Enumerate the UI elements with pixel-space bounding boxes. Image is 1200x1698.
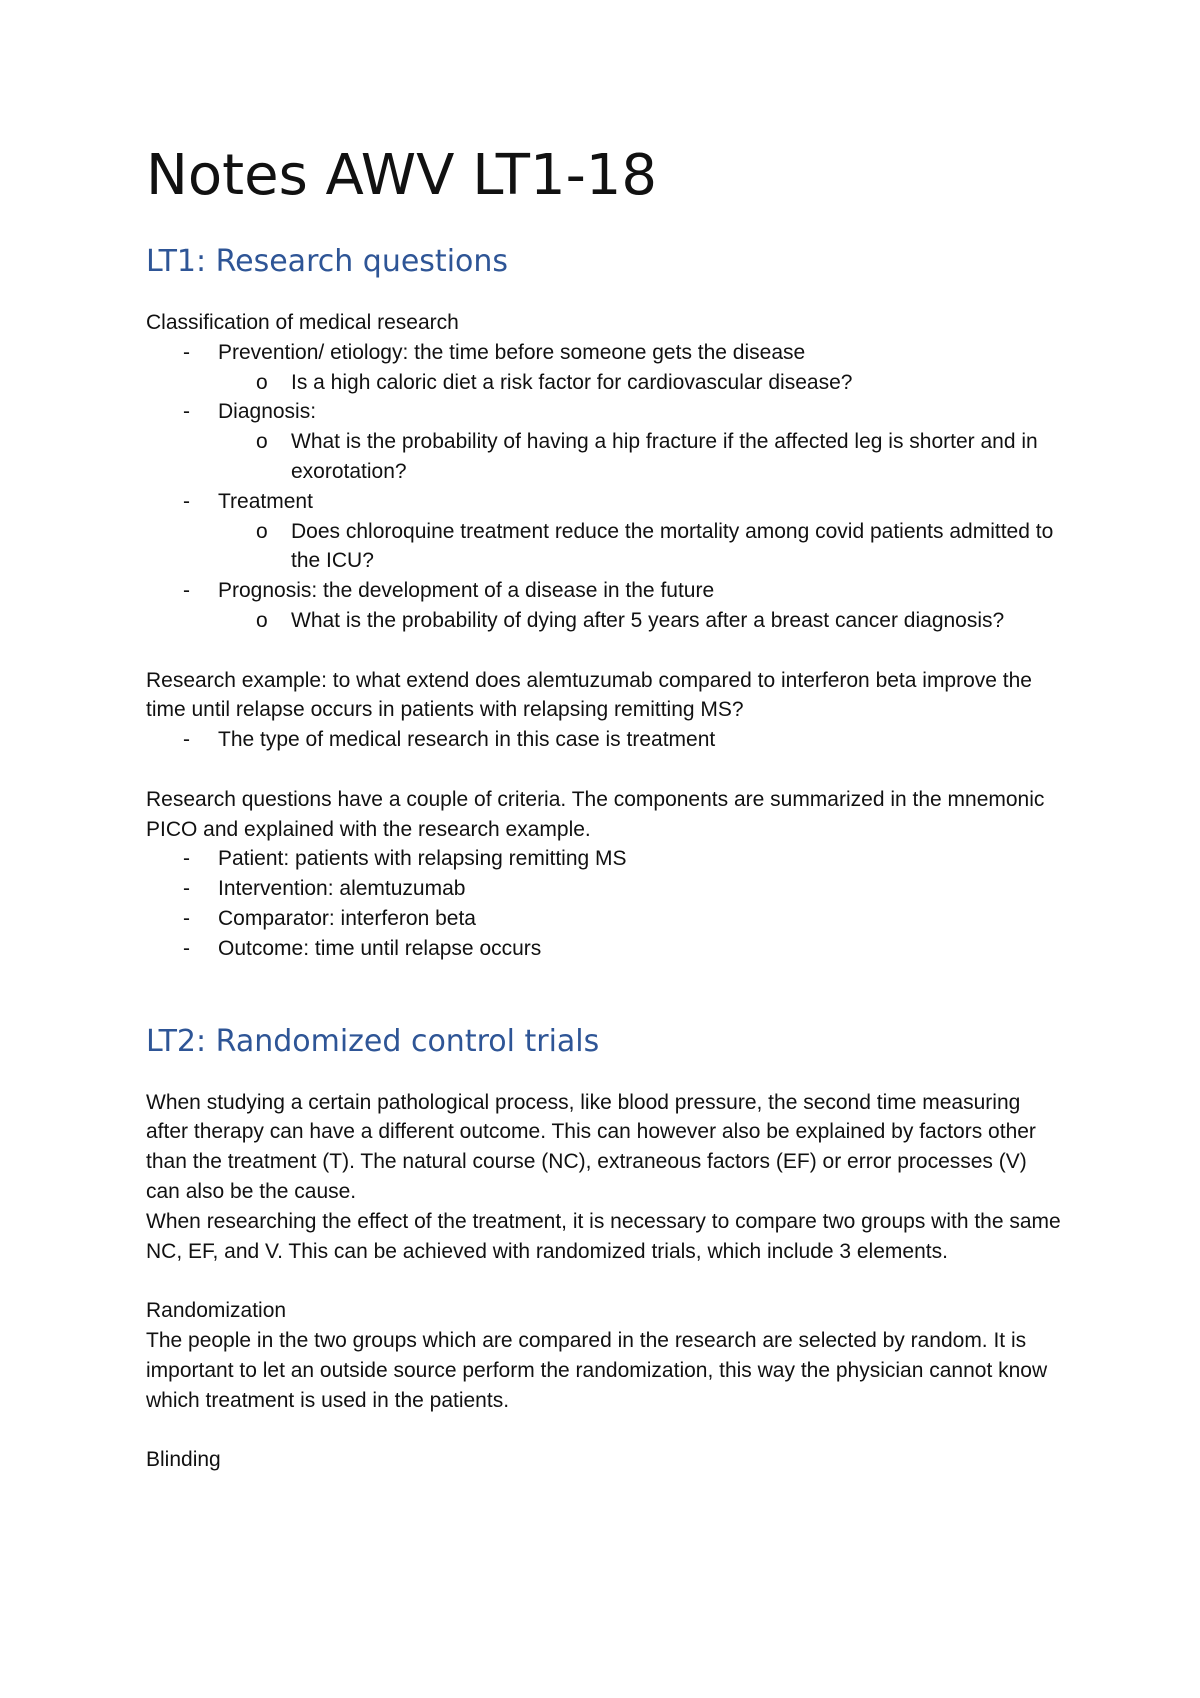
list-item xyxy=(146,576,1066,606)
circle-bullet: o xyxy=(256,430,268,454)
list-item xyxy=(146,338,1066,368)
pico-item: Outcome: time until relapse occurs xyxy=(218,936,542,960)
dash-bullet: - xyxy=(183,936,190,960)
lt2-intro-1: When studying a certain pathological process, like blood pressure, the second time measuring after therapy can have a different outcome. This can however also be explained by factors other than the treatment (T). The natural course (NC), extraneous factors (EF) or error processes (V) can also be the cause. xyxy=(146,1090,1036,1203)
dash-bullet: - xyxy=(183,877,190,901)
category-example: What is the probability of having a hip fracture if the affected leg is shorter and in exorotation? xyxy=(291,430,1038,483)
list-item xyxy=(146,606,1066,636)
randomization-text: The people in the two groups which are compared in the research are selected by random. It is important to let an outside source perform the randomization, this way the physician cannot know which treatment is used in the patients. xyxy=(146,1328,1048,1412)
category-example: Is a high caloric diet a risk factor for cardiovascular disease? xyxy=(291,370,853,394)
section-lt1 xyxy=(146,242,1066,964)
dash-bullet: - xyxy=(183,340,190,364)
lt2-intro-2: When researching the effect of the treatment, it is necessary to compare two groups with the same NC, EF, and V. This can be achieved with randomized trials, which include 3 elements. xyxy=(146,1209,1061,1263)
category-label: Treatment xyxy=(218,489,313,513)
research-example: Research example: to what extend does alemtuzumab compared to interferon beta improve the time until relapse occurs in patients with relapsing remitting MS? xyxy=(146,668,1032,722)
example-list xyxy=(146,606,1066,636)
list-item xyxy=(146,487,1066,517)
pico-item: Intervention: alemtuzumab xyxy=(218,877,466,901)
category-example: Does chloroquine treatment reduce the mortality among covid patients admitted to the ICU? xyxy=(291,519,1054,573)
circle-bullet: o xyxy=(256,608,268,632)
pico-list xyxy=(146,844,1066,963)
circle-bullet: o xyxy=(256,370,268,394)
list-item xyxy=(146,427,1066,487)
list-item xyxy=(146,368,1066,398)
category-example: What is the probability of dying after 5 years after a breast cancer diagnosis? xyxy=(291,608,1005,632)
classification-list xyxy=(146,338,1066,368)
classification-list xyxy=(146,487,1066,517)
list-item xyxy=(146,397,1066,427)
list-item xyxy=(146,725,1066,755)
classification-intro: Classification of medical research xyxy=(146,311,459,334)
research-type-list xyxy=(146,725,1066,755)
section-lt2 xyxy=(146,1022,1066,1475)
category-label: Prevention/ etiology: the time before someone gets the disease xyxy=(218,340,806,364)
blinding-heading: Blinding xyxy=(146,1448,221,1472)
list-item xyxy=(146,904,1066,934)
list-item xyxy=(146,517,1066,577)
dash-bullet: - xyxy=(183,847,190,871)
dash-bullet: - xyxy=(183,400,190,424)
dash-bullet: - xyxy=(183,728,190,752)
category-label: Prognosis: the development of a disease in the future xyxy=(218,579,715,603)
document-title: Notes AWV LT1-18 xyxy=(146,143,658,208)
dash-bullet: - xyxy=(183,579,190,603)
heading-lt2: LT2: Randomized control trials xyxy=(146,1023,600,1059)
criteria-intro: Research questions have a couple of criteria. The components are summarized in the mnemonic PICO and explained with the research example. xyxy=(146,787,1045,841)
example-list xyxy=(146,368,1066,398)
document-content xyxy=(146,140,1066,1475)
lt1-body xyxy=(146,308,1066,964)
example-list xyxy=(146,517,1066,577)
circle-bullet: o xyxy=(256,519,268,543)
lt2-body xyxy=(146,1088,1066,1475)
classification-list xyxy=(146,397,1066,427)
example-list xyxy=(146,427,1066,487)
research-type-note: The type of medical research in this case is treatment xyxy=(218,728,716,752)
pico-item: Comparator: interferon beta xyxy=(218,906,476,930)
dash-bullet: - xyxy=(183,906,190,930)
pico-item: Patient: patients with relapsing remitting MS xyxy=(218,847,627,871)
randomization-heading: Randomization xyxy=(146,1299,287,1323)
list-item xyxy=(146,874,1066,904)
category-label: Diagnosis: xyxy=(218,400,317,424)
heading-lt1: LT1: Research questions xyxy=(146,244,509,279)
list-item xyxy=(146,934,1066,964)
classification-list xyxy=(146,576,1066,606)
list-item xyxy=(146,844,1066,874)
dash-bullet: - xyxy=(183,489,190,513)
